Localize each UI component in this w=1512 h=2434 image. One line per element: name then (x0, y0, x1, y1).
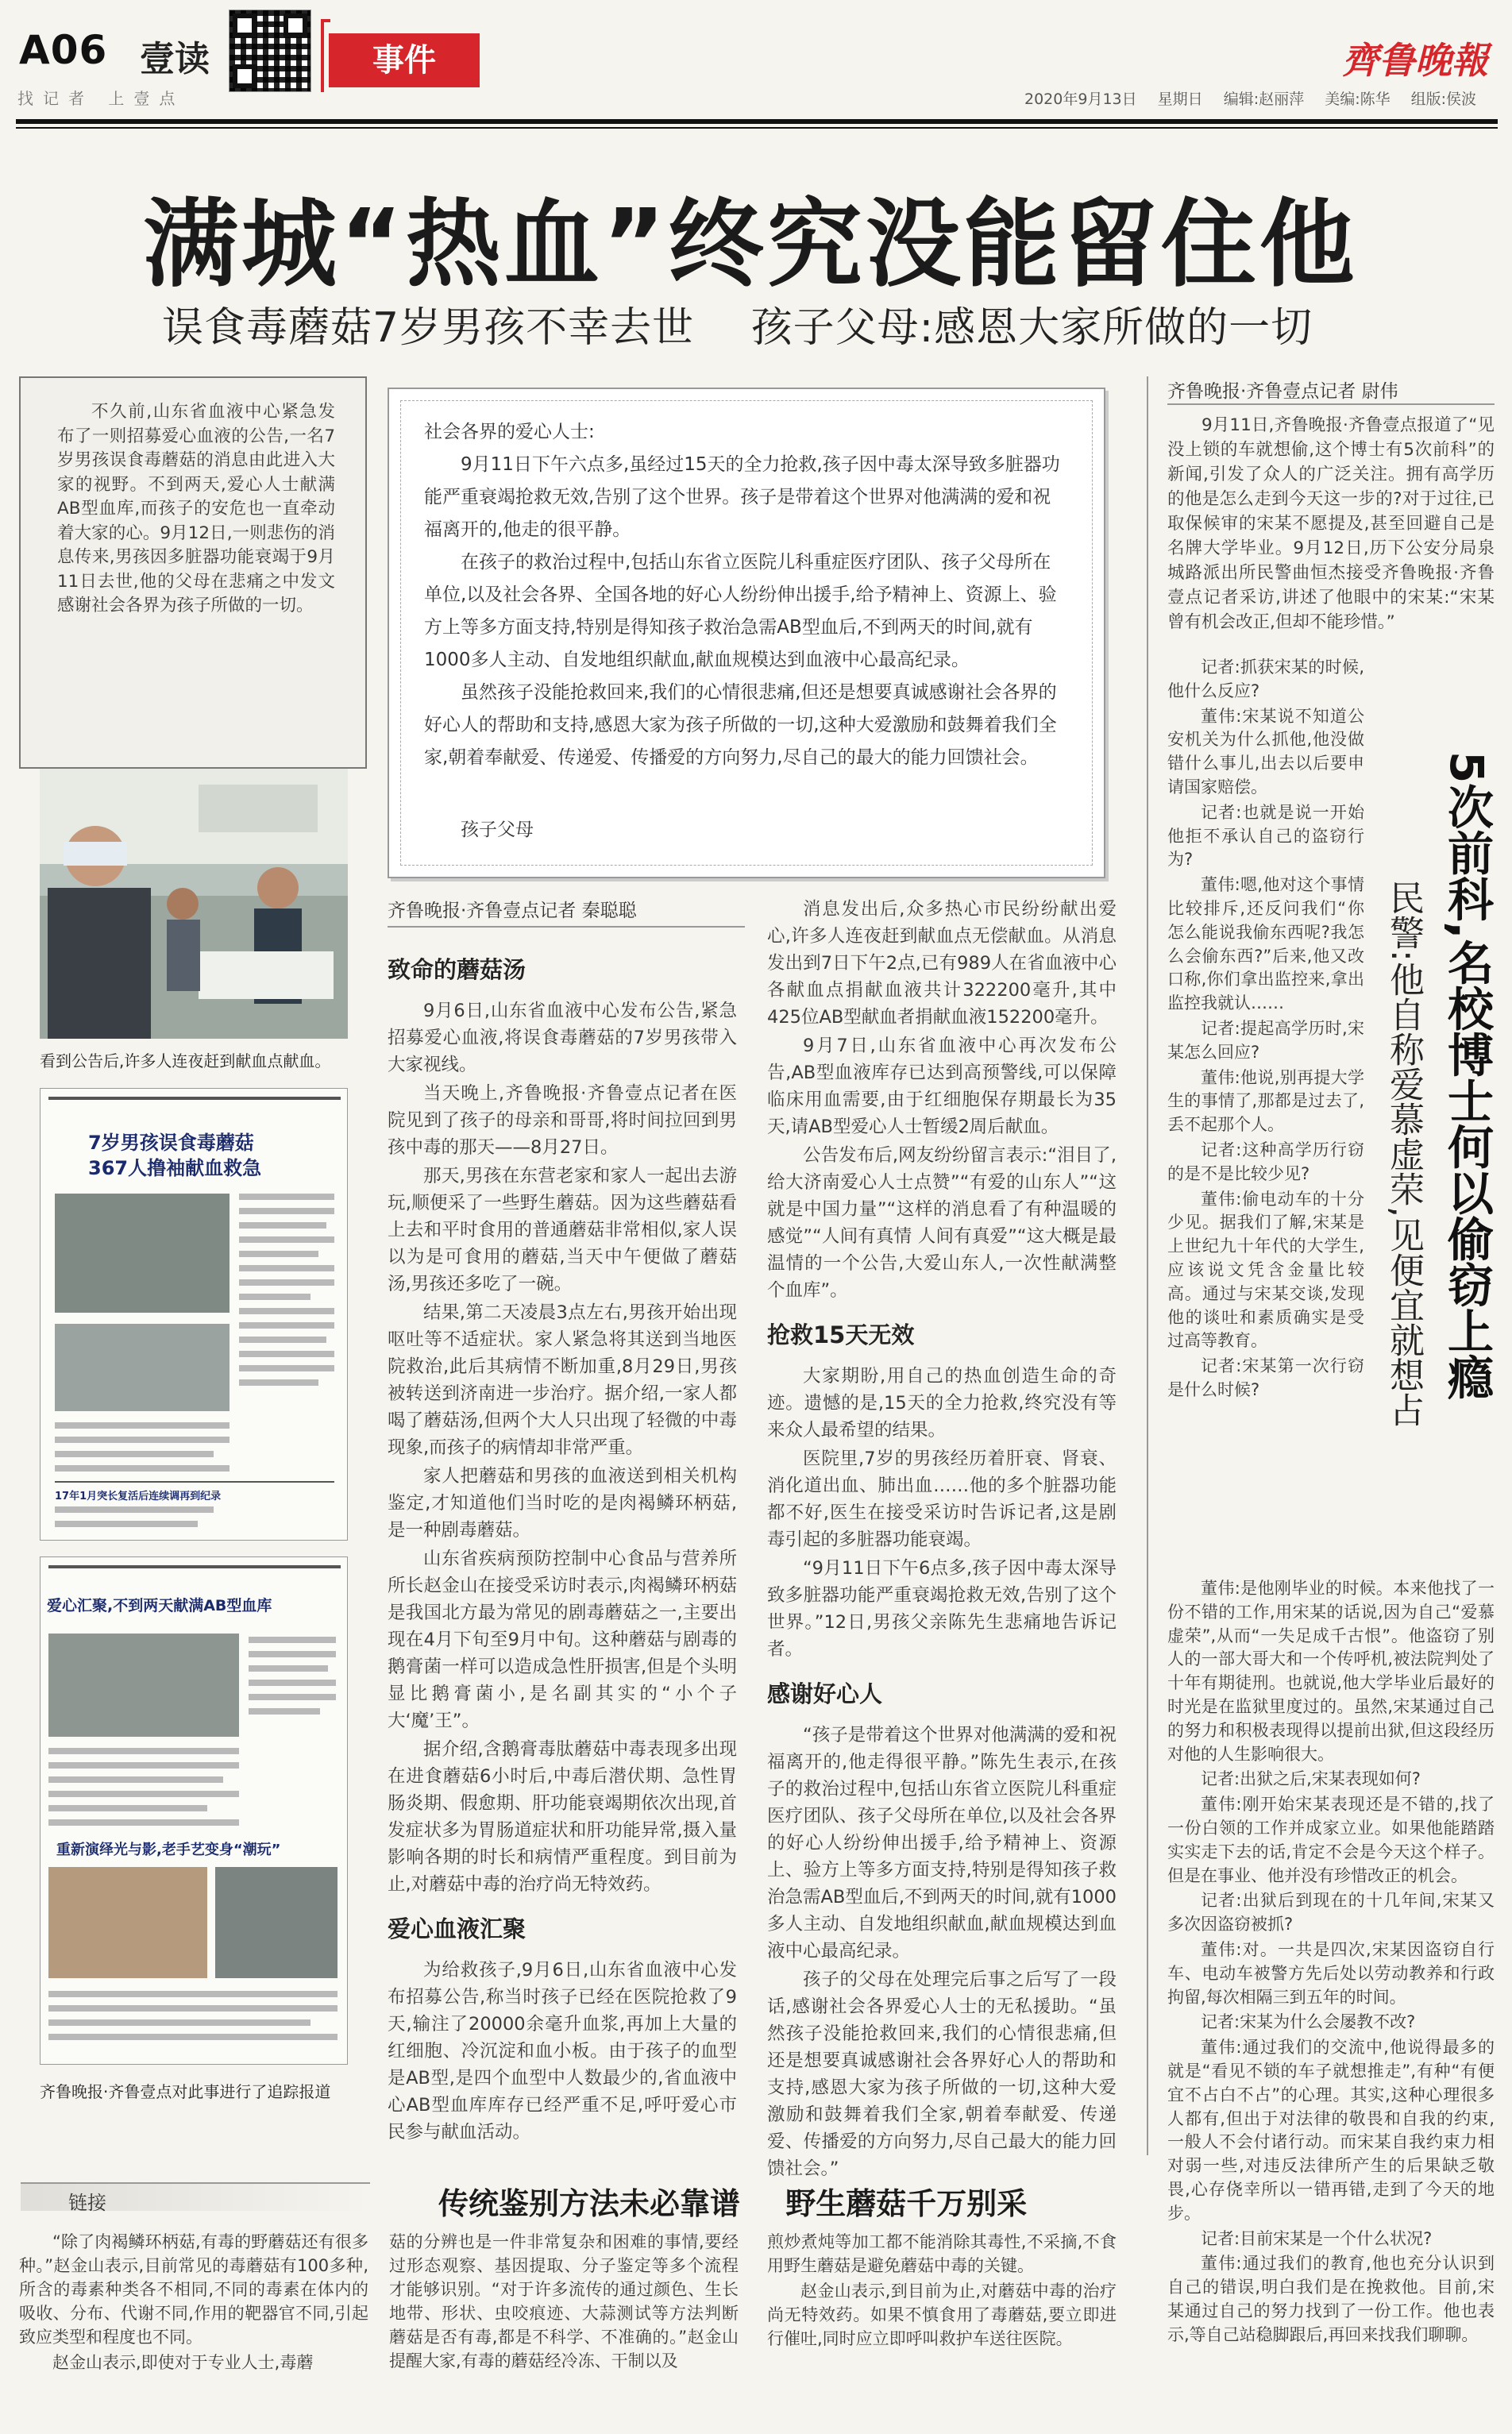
sidebar-paragraph: “除了肉褐鳞环柄菇,有毒的野蘑菇还有很多种。”赵金山表示,目前常见的毒蘑菇有100多种,所含的毒素种类各不相同,不同的毒素在体内的吸收、分布、代谢不同,作用的靶器官不同,引起致应类型和程度也不同。 (19, 2232, 368, 2347)
sidebar-paragraph: 菇的分辨也是一件非常复杂和困难的事情,要经过形态观察、基因提取、分子鉴定等多个流程才能够识别。“对于许多流传的通过颜色、生长地带、形状、虫咬痕迹、大蒜测试等方法判断蘑菇是否有毒,都是不科学、不准确的。”赵金山提醒大家,有毒的蘑菇经冷冻、干制以及 (389, 2232, 739, 2370)
side-qa-narrow (1167, 656, 1364, 1404)
newspaper-logo: 齊鲁晚報 (1342, 39, 1488, 82)
clipping-2-photo (48, 1867, 207, 1978)
clipping-1-photo (55, 1194, 230, 1313)
lead-box (19, 376, 367, 769)
clipping-1-photo (55, 1324, 230, 1411)
qa-answer: 董伟:他说,别再提大学生的事情了,那都是过去了,丢不起那个人。 (1167, 1067, 1364, 1135)
article-paragraph: 公告发布后,网友纷纷留言表示:“泪目了,给大济南爱心人士点赞”“有爱的山东人”“这就是中国力量”“这样的消息看了有种温暖的感觉”“人间有真情 人间有真爱”“这大概是最温情的一个公告,大爱山东人,一次性献满整个血库”。 (767, 1145, 1117, 1301)
qa-answer: 董伟:嗯,他对这个事情比较排斥,还反问我们“你怎么能说我偷东西呢?我怎么会偷东西?”后来,他又改口称,你们拿出监控来,拿出监控我就认…… (1167, 875, 1364, 1013)
article-paragraph: 结果,第二天凌晨3点左右,男孩开始出现呕吐等不适症状。家人紧急将其送到当地医院救治,此后其病情不断加重,8月29日,男孩被转送到济南进一步治疗。据介绍,一家人都喝了蘑菇汤,但两个大人只出现了轻微的中毒现象,而孩子的病情却非常严重。 (388, 1302, 737, 1458)
clipping-thumbnail-1[interactable] (40, 1088, 348, 1541)
side-headline: 5次前科,名校博士何以偷窃上瘾 (1440, 751, 1494, 1400)
side-intro (1167, 413, 1495, 636)
qa-question: 记者:出狱之后,宋某表现如何? (1201, 1769, 1421, 1789)
qa-question: 记者:这种高学历行窃的是不是比较少见? (1167, 1140, 1364, 1183)
article-paragraph: 家人把蘑菇和男孩的血液送到相关机构鉴定,才知道他们当时吃的是肉褐鳞环柄菇,是一种剧毒蘑菇。 (388, 1466, 737, 1541)
date: 2020年9月13日 (1024, 91, 1137, 108)
layout-editor: 组版:侯波 (1410, 91, 1477, 108)
qa-answer: 董伟:对。一共是四次,宋某因盗窃自行车、电动车被警方先后处以劳动教养和行政拘留,每次相隔三到五年的时间。 (1167, 1939, 1495, 2007)
clipping-2-title: 爱心汇聚,不到两天献满AB型血库 (47, 1597, 272, 1614)
subhead-part-a: 误食毒蘑菇7岁男孩不幸去世 (162, 304, 695, 352)
qa-answer: 董伟:刚开始宋某表现还是不错的,找了一份白领的工作并成家立业。如果他能踏踏实实走下去的话,肯定不会是今天这个样子。但是在事业、他并没有珍惜改正的机会。 (1167, 1795, 1495, 1885)
article-column-1 (388, 939, 737, 2147)
sidebar-paragraph: 赵金山表示,即使对于专业人士,毒蘑 (52, 2353, 314, 2372)
main-headline: 满城“热血”终究没能留住他 (143, 190, 1358, 300)
column-divider (1147, 376, 1148, 2155)
article-paragraph: 当天晚上,齐鲁晚报·齐鲁壹点记者在医院见到了孩子的母亲和哥哥,将时间拉回到男孩中毒的那天——8月27日。 (388, 1083, 737, 1158)
dateline (1024, 87, 1492, 109)
qr-code-icon[interactable] (229, 10, 311, 92)
clipping-1-title-a: 7岁男孩误食毒蘑菇 (88, 1132, 254, 1154)
qa-answer: 董伟:通过我们的教育,他也充分认识到自己的错误,明白我们是在挽救他。目前,宋某通过自己的努力找到了一份工作。他也表示,等自己站稳脚跟后,再回来找我们聊聊。 (1167, 2254, 1495, 2344)
editor: 编辑:赵丽萍 (1223, 91, 1305, 108)
sidebar-headline (438, 2179, 1062, 2223)
article-subheading: 致命的蘑菇汤 (388, 956, 526, 983)
qa-question: 记者:宋某第一次行窃是什么时候? (1167, 1356, 1364, 1399)
letter-paragraph: 虽然孩子没能抢救回来,我们的心情很悲痛,但还是想要真诚感谢社会各界的好心人的帮助和支持,感恩大家为孩子所做的一切,这种大爱激励和鼓舞着我们全家,朝着奉献爱、传递爱、传播爱的方向努力,尽自己的最大的能力回馈社会。 (424, 682, 1057, 768)
article-paragraph: 山东省疾病预防控制中心食品与营养所所长赵金山在接受采访时表示,肉褐鳞环柄菇是我国北方最为常见的剧毒蘑菇之一,主要出现在4月下旬至9月中旬。这种蘑菇与剧毒的鹅膏菌一样可以造成急性肝损害,但是个头明显比鹅膏菌小,是名副其实的“小个子大‘魔’王”。 (388, 1549, 737, 1731)
lead-text (57, 400, 335, 620)
sidebar-paragraph: 煎炒煮炖等加工都不能消除其毒性,不采摘,不食用野生蘑菇是避免蘑菇中毒的关键。 (767, 2232, 1117, 2275)
side-qa-wide (1167, 1577, 1495, 2349)
qa-answer: 董伟:偷电动车的十分少见。据我们了解,宋某是上世纪九十年代的大学生,应该说文凭含金量比较高。通过与宋某交谈,发现他的谈吐和素质确实是受过高等教育。 (1167, 1189, 1364, 1351)
subhead-part-b: 孩子父母:感恩大家所做的一切 (750, 304, 1313, 352)
letter-greeting: 社会各界的爱心人士: (424, 422, 595, 442)
article-paragraph: 为给救孩子,9月6日,山东省血液中心发布招募公告,称当时孩子已经在医院抢救了9天,输注了20000余毫升血浆,再加上大量的红细胞、冷沉淀和血小板。由于孩子的血型是AB型,是四个血型中人数最少的,省血液中心AB型血库库存已经严重不足,呼吁爱心市民参与献血活动。 (388, 1960, 737, 2143)
clipping-2-photo (215, 1867, 338, 1978)
article-paragraph: 9月7日,山东省血液中心再次发布公告,AB型血液库存已达到高预警线,可以保障临床用血需要,由于红细胞保存期最长为35天,请AB型爱心人士暂缓2周后献血。 (767, 1036, 1117, 1137)
article-column-2 (767, 896, 1117, 2184)
article-paragraph: “9月11日下午6点多,孩子因中毒太深导致多脏器功能严重衰竭抢救无效,告别了这个世界。”12日,男孩父亲陈先生悲痛地告诉记者。 (767, 1558, 1117, 1660)
article-paragraph: “孩子是带着这个世界对他满满的爱和祝福离开的,他走得很平静。”陈先生表示,在孩子的救治过程中,包括山东省立医院儿科重症医疗团队、孩子父母所在单位,以及社会各界的好心人纷纷伸出援手,给予精神上、资源上、验方上等多方面支持,特别是得知孩子救治急需AB型血后,不到两天的时间,就有1000多人主动、自发地组织献血,献血规模达到血液中心最高纪录。 (767, 1725, 1117, 1961)
article-paragraph: 9月6日,山东省血液中心发布公告,紧急招募爱心血液,将误食毒蘑菇的7岁男孩带入大家视线。 (388, 1001, 737, 1075)
weekday: 星期日 (1157, 91, 1203, 108)
sidebar-headline-b: 野生蘑菇千万别采 (785, 2186, 1028, 2221)
article-paragraph: 医院里,7岁的男孩经历着肝衰、肾衰、消化道出血、肺出血……他的多个脏器功能都不好,医生在接受采访时告诉记者,这是剧毒引起的多脏器功能衰竭。 (767, 1448, 1117, 1550)
side-subheadline: 民警:他自称爱慕虚荣,见便宜就想占 (1383, 880, 1424, 1427)
letter-paragraph: 9月11日下午六点多,虽经过15天的全力抢救,孩子因中毒太深导致多脏器功能严重衰竭抢救无效,告别了这个世界。孩子是带着这个世界对他满满的爱和祝福离开的,他走的很平静。 (424, 454, 1060, 540)
page-number: A06 (19, 27, 108, 73)
sidebar-paragraph: 赵金山表示,到目前为止,对蘑菇中毒的治疗尚无特效药。如果不慎食用了毒蘑菇,要立即进行催吐,同时应立即呼叫救护车送往医院。 (767, 2282, 1117, 2348)
side-byline: 齐鲁晚报·齐鲁壹点记者 尉伟 (1167, 381, 1398, 402)
clipping-thumbnail-2[interactable] (40, 1556, 348, 2065)
parents-letter (388, 388, 1105, 878)
slogan: 找记者 上壹点 (17, 89, 185, 108)
article-paragraph: 孩子的父母在处理完后事之后写了一段话,感谢社会各界爱心人士的无私援助。“虽然孩子没能抢救回来,我们的心情很悲痛,但还是想要真诚感谢社会各界好心人的帮助和支持,感恩大家为孩子所做的一切,这种大爱激励和鼓舞着我们全家,朝着奉献爱、传递爱、传播爱的方向努力,尽自己最大的能力回馈社会。” (767, 1969, 1117, 2179)
photo-caption: 看到公告后,许多人连夜赶到献血点献血。 (40, 1051, 331, 1070)
article-subheading: 感谢好心人 (767, 1680, 883, 1707)
clipping-1-footer: 17年1月突长复活后连续调再到纪录 (55, 1491, 222, 1502)
clippings-caption: 齐鲁晚报·齐鲁壹点对此事进行了追踪报道 (40, 2082, 331, 2101)
section-tag: 事件 (329, 33, 480, 87)
qr-finder-icon (233, 64, 256, 88)
photo-illustration (40, 769, 348, 1039)
side-paragraph: 9月11日,齐鲁晚报·齐鲁壹点报道了“见没上锁的车就想偷,这个博士有5次前科”的新闻,引发了众人的广泛关注。拥有高学历的他是怎么走到今天这一步的?对于过往,已取保候审的宋某不愿提及,甚至回避自己是名牌大学毕业。9月12日,历下公安分局泉城路派出所民警曲恒杰接受齐鲁晚报·齐鲁壹点记者采访,讲述了他眼中的宋某:“宋某曾有机会改正,但却不能珍惜。” (1167, 415, 1495, 632)
qr-finder-icon (233, 14, 256, 37)
blood-donation-photo (40, 769, 348, 1039)
clipping-2-subtitle: 重新演绎光与影,老手艺变身“潮玩” (56, 1842, 281, 1858)
article-paragraph: 那天,男孩在东营老家和家人一起出去游玩,顺便采了一些野生蘑菇。因为这些蘑菇看上去和平时食用的普通蘑菇非常相似,家人误以为是可食用的蘑菇,当天中午便做了蘑菇汤,男孩还多吃了一碗。 (388, 1166, 737, 1294)
qa-question: 记者:出狱后到现在的十几年间,宋某又多次因盗窃被抓? (1167, 1891, 1495, 1934)
letter-paragraph: 在孩子的救治过程中,包括山东省立医院儿科重症医疗团队、孩子父母所在单位,以及社会各界、全国各地的好心人纷纷伸出援手,给予精神上、资源上、验方上等多方面支持,特别是得知孩子救治急需AB型血后,不到两天的时间,就有1000多人主动、自发地组织献血,献血规模达到血液中心最高纪录。 (424, 552, 1057, 670)
letter-signature: 孩子父母 (461, 820, 534, 840)
clipping-1-title-b: 367人撸袖献血救急 (88, 1157, 262, 1179)
art-editor: 美编:陈华 (1325, 91, 1390, 108)
qa-answer: 董伟:是他刚毕业的时候。本来他找了一份不错的工作,用宋某的话说,因为自己“爱慕虚荣”,从而“一失足成千古恨”。他盗窃了别人的一部大哥大和一个传呼机,被法院判处了十年有期徒刑。也就说,他大学毕业后最好的时光是在监狱里度过的。虽然,宋某通过自己的努力和积极表现得以提前出狱,但这段经历对他的人生影响很大。 (1167, 1579, 1495, 1764)
clipping-2-photo (48, 1634, 239, 1737)
sidebar-link-label (21, 2182, 370, 2214)
masthead-rule (16, 119, 1498, 124)
qa-question: 记者:目前宋某是一个什么状况? (1201, 2228, 1433, 2248)
sidebar-column-2 (389, 2230, 739, 2374)
sub-headline (162, 294, 1356, 353)
sidebar-column-3 (767, 2230, 1117, 2352)
lead-paragraph: 不久前,山东省血液中心紧急发布了一则招募爱心血液的公告,一名7岁男孩误食毒蘑菇的消息由此进入大家的视野。不到两天,爱心人士献满AB型血库,而孩子的安危也一直牵动着大家的心。9月12日,一则悲伤的消息传来,男孩因多脏器功能衰竭于9月11日去世,他的父母在悲痛之中发文感谢社会各界为孩子所做的一切。 (57, 402, 335, 615)
qa-question: 记者:也就是说一开始他拒不承认自己的盗窃行为? (1167, 802, 1364, 870)
qr-finder-icon (284, 14, 307, 37)
link-label: 链接 (68, 2192, 106, 2214)
article-paragraph: 消息发出后,众多热心市民纷纷献出爱心,许多人连夜赶到献血点无偿献血。从消息发出到7日下午2点,已有989人在省血液中心各献血点捐献血液共计322200毫升,其中425位AB型献血者捐献血液152200毫升。 (767, 899, 1117, 1028)
section-name: 壹读 (140, 39, 210, 79)
article-subheading: 抢救15天无效 (767, 1321, 915, 1348)
qa-answer: 董伟:宋某说不知道公安机关为什么抓他,他没做错什么事儿,出去以后要申请国家赔偿。 (1167, 706, 1364, 797)
masthead-rule (16, 127, 1498, 129)
sidebar-column-1 (19, 2230, 368, 2376)
qa-question: 记者:抓获宋某的时候,他什么反应? (1167, 658, 1364, 700)
article-subheading: 爱心血液汇聚 (388, 1915, 526, 1942)
qa-answer: 董伟:通过我们的交流中,他说得最多的就是“看见不锁的车子就想推走”,有种“有便宜不占白不占”的心理。其实,这种心理很多人都有,但出于对法律的敬畏和自我的约束,一般人不会付诸行动。而宋某自我约束力相对弱一些,对违反法律所产生的后果缺乏敬畏,心存侥幸所以一错再错,走到了今天的地步。 (1167, 2038, 1495, 2223)
article-byline: 齐鲁晚报·齐鲁壹点记者 秦聪聪 (388, 901, 637, 921)
sidebar-headline-a: 传统鉴别方法未必靠谱 (438, 2186, 741, 2221)
qa-question: 记者:提起高学历时,宋某怎么回应? (1167, 1018, 1364, 1062)
article-paragraph: 大家期盼,用自己的热血创造生命的奇迹。遗憾的是,15天的全力抢救,终究没有等来众人最希望的结果。 (767, 1366, 1117, 1441)
qa-question: 记者:宋某为什么会屡教不改? (1201, 2012, 1416, 2032)
article-paragraph: 据介绍,含鹅膏毒肽蘑菇中毒表现多出现在进食蘑菇6小时后,中毒后潜伏期、急性胃肠炎期、假愈期、肝功能衰竭期依次出现,首发症状多为胃肠道症状和肝功能异常,摄入量影响各期的时长和病情严重程度。到目前为止,对蘑菇中毒的治疗尚无特效药。 (388, 1739, 737, 1895)
